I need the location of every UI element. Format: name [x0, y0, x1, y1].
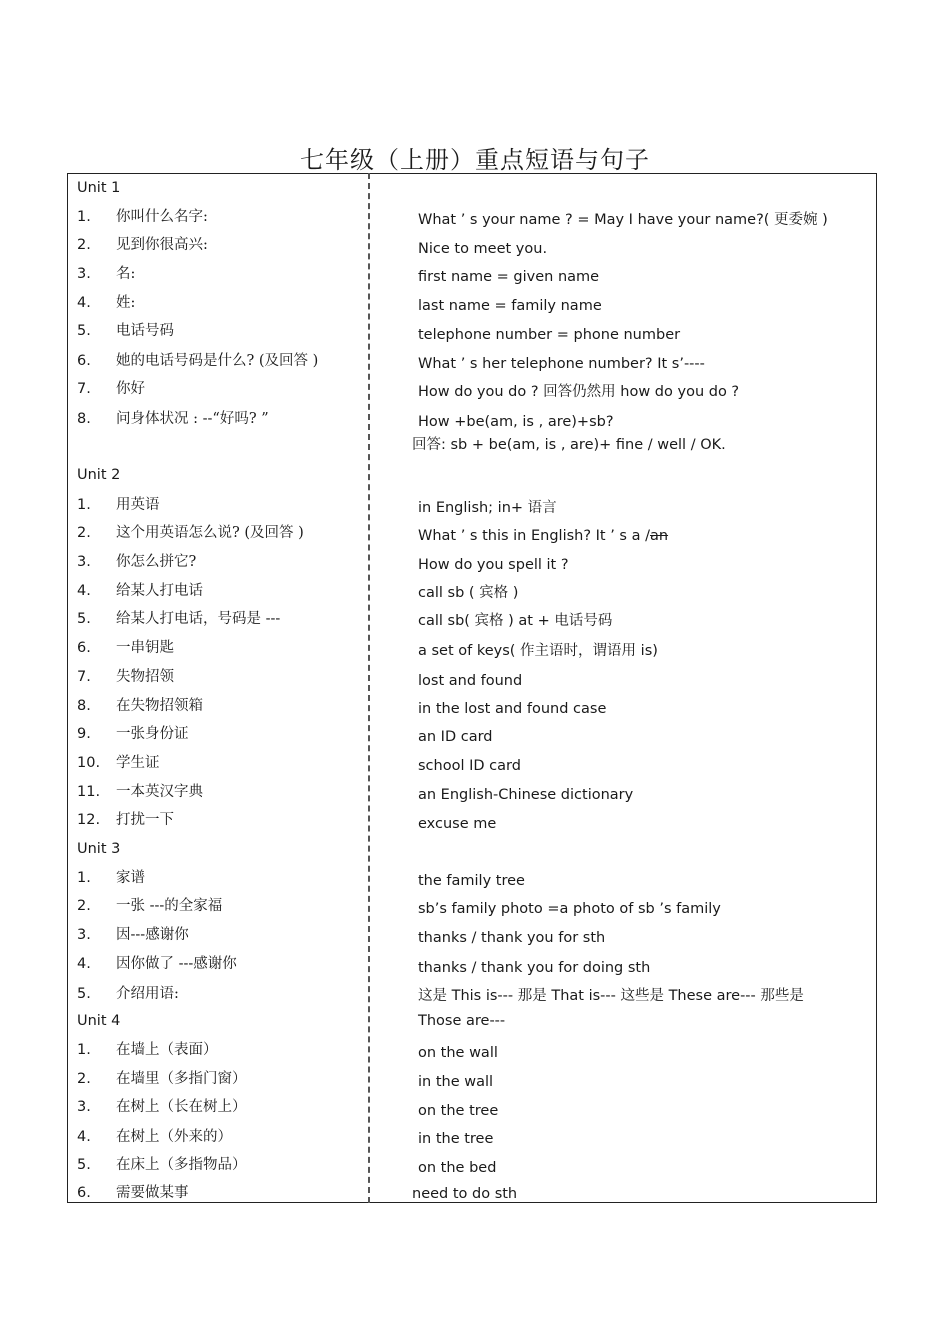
item-number: 2. [77, 237, 91, 253]
item-number: 8. [77, 411, 91, 427]
item-english-text: What ’ s this in English? It ’ s a / [418, 528, 650, 544]
item-number: 10. [77, 755, 101, 771]
item-number: 2. [77, 898, 91, 914]
item-chinese: 失物招领 [116, 669, 174, 685]
item-chinese: 家谱 [116, 870, 145, 886]
item-number: 6. [77, 353, 91, 369]
item-number: 3. [77, 554, 91, 570]
unit-heading: Unit 1 [77, 180, 121, 196]
item-number: 8. [77, 698, 91, 714]
item-english: How do you spell it ? [418, 557, 569, 573]
item-english: sb’s family photo =a photo of sb ’s family [418, 901, 721, 917]
item-number: 4. [77, 583, 91, 599]
item-chinese: 你好 [116, 381, 145, 397]
column-divider [368, 173, 370, 1203]
item-english: How do you do ? 回答仍然用 how do you do ? [418, 384, 740, 400]
item-english: What ’ s your name ? = May I have your name?( 更委婉 ) [418, 212, 828, 228]
item-english: Nice to meet you. [418, 241, 548, 257]
item-english: in English; in+ 语言 [418, 500, 557, 516]
item-chinese: 用英语 [116, 497, 160, 513]
item-english: in the tree [418, 1131, 494, 1147]
item-chinese: 因---感谢你 [116, 927, 189, 943]
item-english: need to do sth [412, 1186, 518, 1202]
item-chinese: 在墙上（表面） [116, 1042, 218, 1058]
item-chinese: 在树上（外来的） [116, 1129, 232, 1145]
item-number: 5. [77, 323, 91, 339]
item-number: 1. [77, 1042, 91, 1058]
item-chinese: 你怎么拼它? [116, 554, 197, 570]
item-number: 7. [77, 381, 91, 397]
item-number: 1. [77, 870, 91, 886]
item-chinese: 打扰一下 [116, 812, 174, 828]
item-english: call sb( 宾格 ) at + 电话号码 [418, 613, 613, 629]
item-chinese: 给某人打电话，号码是 --- [116, 611, 281, 627]
item-number: 9. [77, 726, 91, 742]
item-chinese: 在床上（多指物品） [116, 1157, 247, 1173]
item-number: 1. [77, 497, 91, 513]
item-english: How +be(am, is , are)+sb? [418, 414, 614, 430]
unit-heading: Unit 3 [77, 841, 121, 857]
item-number: 3. [77, 1099, 91, 1115]
item-chinese: 这个用英语怎么说? (及回答 ) [116, 525, 304, 541]
item-english: first name = given name [418, 269, 600, 285]
item-english: an ID card [418, 729, 493, 745]
item-number: 4. [77, 956, 91, 972]
item-answer: 回答: sb + be(am, is , are)+ fine / well / OK. [412, 437, 726, 453]
item-english: thanks / thank you for sth [418, 930, 606, 946]
item-chinese: 学生证 [116, 755, 160, 771]
strikethrough-text: an [649, 528, 669, 544]
unit-heading: Unit 4 [77, 1013, 121, 1029]
page-title: 七年级（上册）重点短语与句子 [300, 146, 650, 174]
item-english: an English-Chinese dictionary [418, 787, 634, 803]
item-english: on the tree [418, 1103, 499, 1119]
item-english: thanks / thank you for doing sth [418, 960, 651, 976]
item-number: 3. [77, 927, 91, 943]
item-number: 5. [77, 986, 91, 1002]
item-number: 4. [77, 295, 91, 311]
item-number: 5. [77, 1157, 91, 1173]
item-english: lost and found [418, 673, 523, 689]
item-number: 12. [77, 812, 101, 828]
item-chinese: 电话号码 [116, 323, 174, 339]
item-chinese: 在墙里（多指门窗） [116, 1071, 247, 1087]
item-chinese: 一本英汉字典 [116, 784, 203, 800]
item-chinese: 姓: [116, 295, 136, 311]
item-chinese: 名: [116, 266, 136, 282]
item-chinese: 介绍用语: [116, 986, 179, 1002]
item-chinese: 因你做了 ---感谢你 [116, 956, 237, 972]
item-chinese: 她的电话号码是什么? (及回答 ) [116, 353, 319, 369]
item-number: 11. [77, 784, 101, 800]
item-english: the family tree [418, 873, 525, 889]
item-english: call sb ( 宾格 ) [418, 585, 519, 601]
item-chinese: 问身体状况 : --“好吗? ” [116, 411, 269, 427]
item-chinese: 你叫什么名字: [116, 209, 208, 225]
item-english: What ’ s her telephone number? It s’---- [418, 356, 705, 372]
item-number: 2. [77, 525, 91, 541]
item-chinese: 需要做某事 [116, 1185, 189, 1201]
item-english [418, 527, 668, 545]
item-number: 1. [77, 209, 91, 225]
item-chinese: 见到你很高兴: [116, 237, 208, 253]
item-chinese: 一串钥匙 [116, 640, 174, 656]
item-number: 7. [77, 669, 91, 685]
item-english: school ID card [418, 758, 521, 774]
item-english: a set of keys( 作主语时，谓语用 is) [418, 643, 658, 659]
item-english: last name = family name [418, 298, 602, 314]
item-chinese: 给某人打电话 [116, 583, 203, 599]
item-chinese: 一张身份证 [116, 726, 189, 742]
unit-heading: Unit 2 [77, 467, 121, 483]
item-english: telephone number = phone number [418, 327, 681, 343]
item-chinese: 一张 ---的全家福 [116, 898, 223, 914]
item-english: in the lost and found case [418, 701, 607, 717]
item-number: 3. [77, 266, 91, 282]
item-english: on the wall [418, 1045, 498, 1061]
item-english: on the bed [418, 1160, 497, 1176]
item-chinese: 在失物招领箱 [116, 698, 203, 714]
item-english: 这是 This is--- 那是 That is--- 这些是 These are--- 那些是 [418, 988, 804, 1004]
item-english: excuse me [418, 816, 497, 832]
item-number: 6. [77, 640, 91, 656]
item-number: 6. [77, 1185, 91, 1201]
item-number: 4. [77, 1129, 91, 1145]
item-number: 2. [77, 1071, 91, 1087]
item-english: in the wall [418, 1074, 494, 1090]
item-chinese: 在树上（长在树上） [116, 1099, 247, 1115]
item-english-continued: Those are--- [418, 1013, 506, 1029]
item-number: 5. [77, 611, 91, 627]
